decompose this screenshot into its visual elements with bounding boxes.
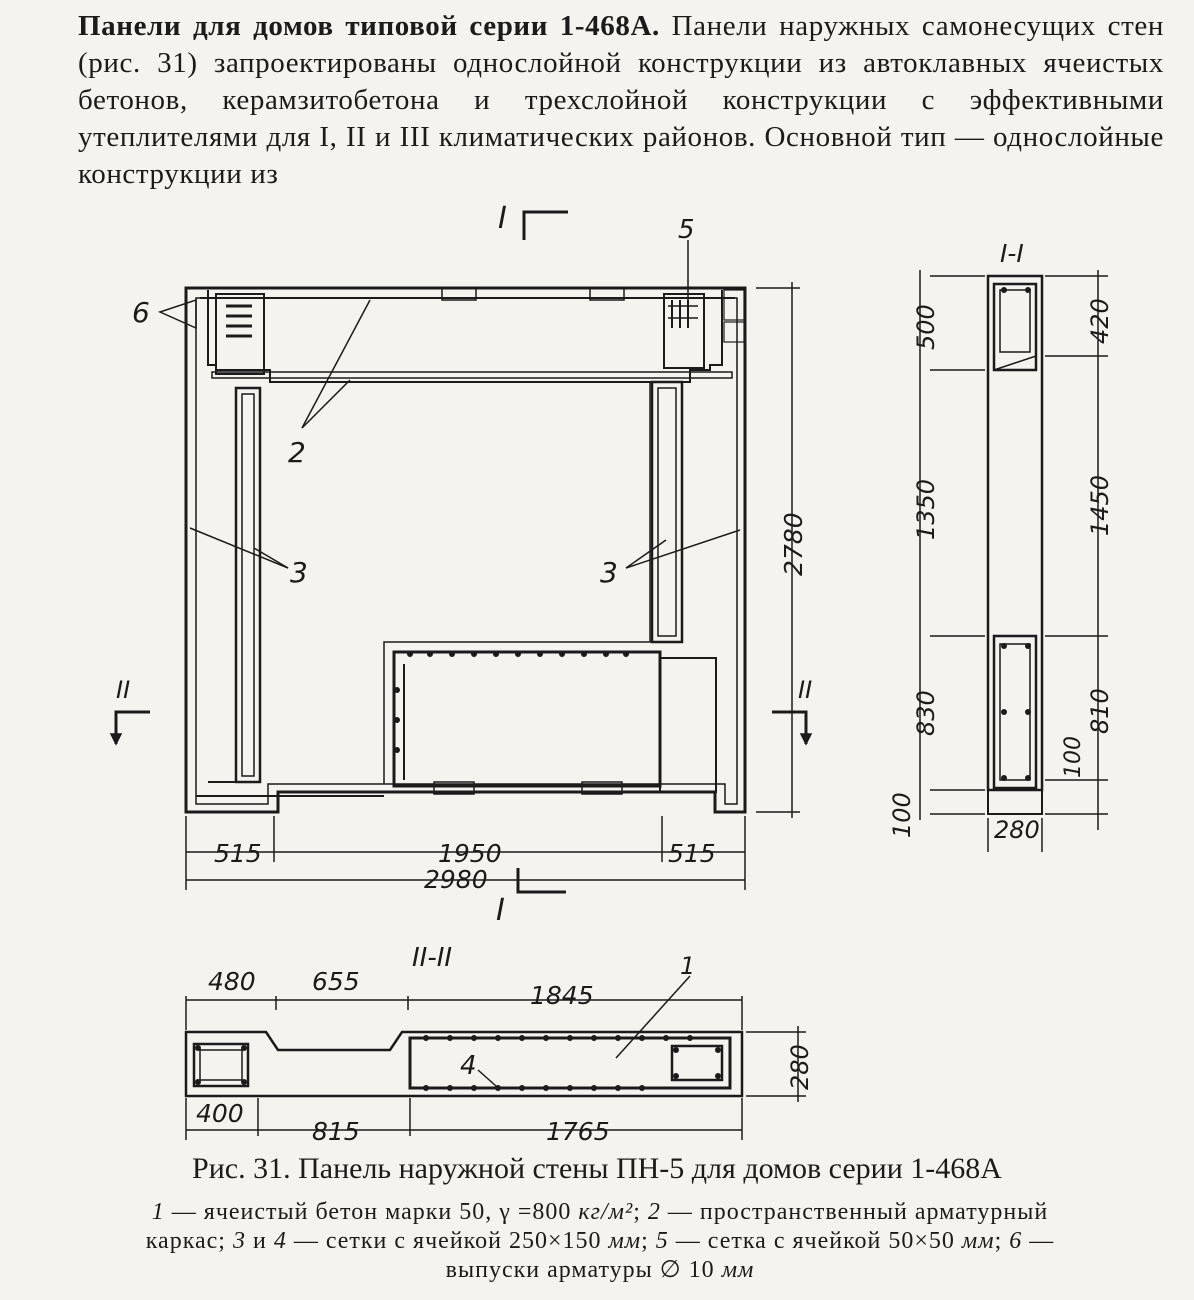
legend-text-3: и bbox=[245, 1228, 274, 1254]
dim-100-left: 100 bbox=[888, 792, 916, 838]
callout-4: 4 bbox=[460, 1051, 477, 1081]
dim-480: 480 bbox=[208, 967, 256, 996]
legend-sep-3: ; bbox=[994, 1228, 1010, 1254]
section-mark-I-bottom: I bbox=[496, 893, 505, 928]
legend-text-6: — выпуски арматуры ∅ 10 bbox=[445, 1228, 1055, 1283]
dim-815: 815 bbox=[312, 1117, 360, 1146]
dim-280-section1: 280 bbox=[994, 816, 1040, 844]
dim-1450: 1450 bbox=[1086, 474, 1114, 536]
panel-elevation bbox=[160, 240, 745, 812]
legend-num-4: 4 bbox=[273, 1228, 287, 1254]
dim-500: 500 bbox=[912, 304, 940, 350]
legend-num-1: 1 bbox=[151, 1199, 165, 1225]
legend-unit-4: мм bbox=[721, 1257, 755, 1283]
callout-1: 1 bbox=[680, 952, 696, 980]
callout-3-left: 3 bbox=[290, 556, 308, 589]
dim-right-515: 515 bbox=[668, 839, 716, 868]
legend-num-2: 2 bbox=[647, 1199, 661, 1225]
legend-text-1: — ячеистый бетон марки 50, γ =800 bbox=[164, 1199, 579, 1225]
dim-1765: 1765 bbox=[546, 1117, 610, 1146]
dim-middle-1950: 1950 bbox=[438, 839, 502, 868]
dim-400: 400 bbox=[196, 1099, 244, 1128]
legend-sep-2: ; bbox=[641, 1228, 656, 1254]
dim-1845: 1845 bbox=[530, 981, 594, 1010]
legend-num-6: 6 bbox=[1009, 1228, 1023, 1254]
dim-1350: 1350 bbox=[912, 478, 940, 540]
legend-text-5: — сетка с ячейкой 50×50 bbox=[668, 1228, 962, 1254]
callout-6: 6 bbox=[132, 296, 150, 329]
legend-num-3: 3 bbox=[232, 1228, 246, 1254]
section-mark-I-top: I bbox=[498, 201, 507, 236]
dim-height-2780: 2780 bbox=[779, 512, 808, 576]
section-II-II-title: II-II bbox=[412, 943, 453, 973]
paragraph-lead: Панели для домов типовой серии 1-468А. bbox=[78, 10, 660, 42]
paragraph-body: Панели наружных самонесущих стен (рис. 31) запроектированы однослойной конструкции из автоклавных ячеистых бетонов, керамзитобетона и трехслойной конструкции с эффективными утеплителями для I, II и III климатических районов. Основной тип — однослойные конструкции из bbox=[78, 10, 1164, 190]
dim-280-section2: 280 bbox=[786, 1044, 814, 1090]
legend-text-2: — пространственный арматурный каркас; bbox=[145, 1199, 1049, 1254]
dim-420: 420 bbox=[1086, 298, 1114, 344]
callout-2: 2 bbox=[288, 436, 306, 469]
callout-5: 5 bbox=[678, 215, 695, 245]
legend-num-5: 5 bbox=[655, 1228, 669, 1254]
dim-810: 810 bbox=[1086, 688, 1114, 734]
main-dimension-labels bbox=[116, 201, 812, 928]
dim-655: 655 bbox=[312, 967, 360, 996]
section-I-I-title: I-I bbox=[1000, 239, 1024, 268]
legend-sep-1: ; bbox=[633, 1199, 648, 1225]
dim-total-2980: 2980 bbox=[424, 865, 488, 894]
figure-legend bbox=[110, 1198, 1090, 1285]
section-mark-II-left: II bbox=[116, 676, 131, 704]
section-I-I bbox=[888, 239, 1114, 852]
dim-100-right: 100 bbox=[1061, 736, 1086, 778]
dim-left-515: 515 bbox=[214, 839, 262, 868]
section-II-II bbox=[186, 943, 814, 1146]
legend-unit-1: кг/м² bbox=[578, 1199, 634, 1225]
legend-text-4: — сетки с ячейкой 250×150 bbox=[286, 1228, 609, 1254]
dim-830: 830 bbox=[912, 690, 940, 736]
figure-caption: Рис. 31. Панель наружной стены ПН-5 для домов серии 1-468А bbox=[192, 1152, 1002, 1185]
section-mark-II-right: II bbox=[798, 676, 813, 704]
legend-unit-3: мм bbox=[961, 1228, 995, 1254]
callout-3-right: 3 bbox=[600, 556, 618, 589]
legend-unit-2: мм bbox=[608, 1228, 642, 1254]
